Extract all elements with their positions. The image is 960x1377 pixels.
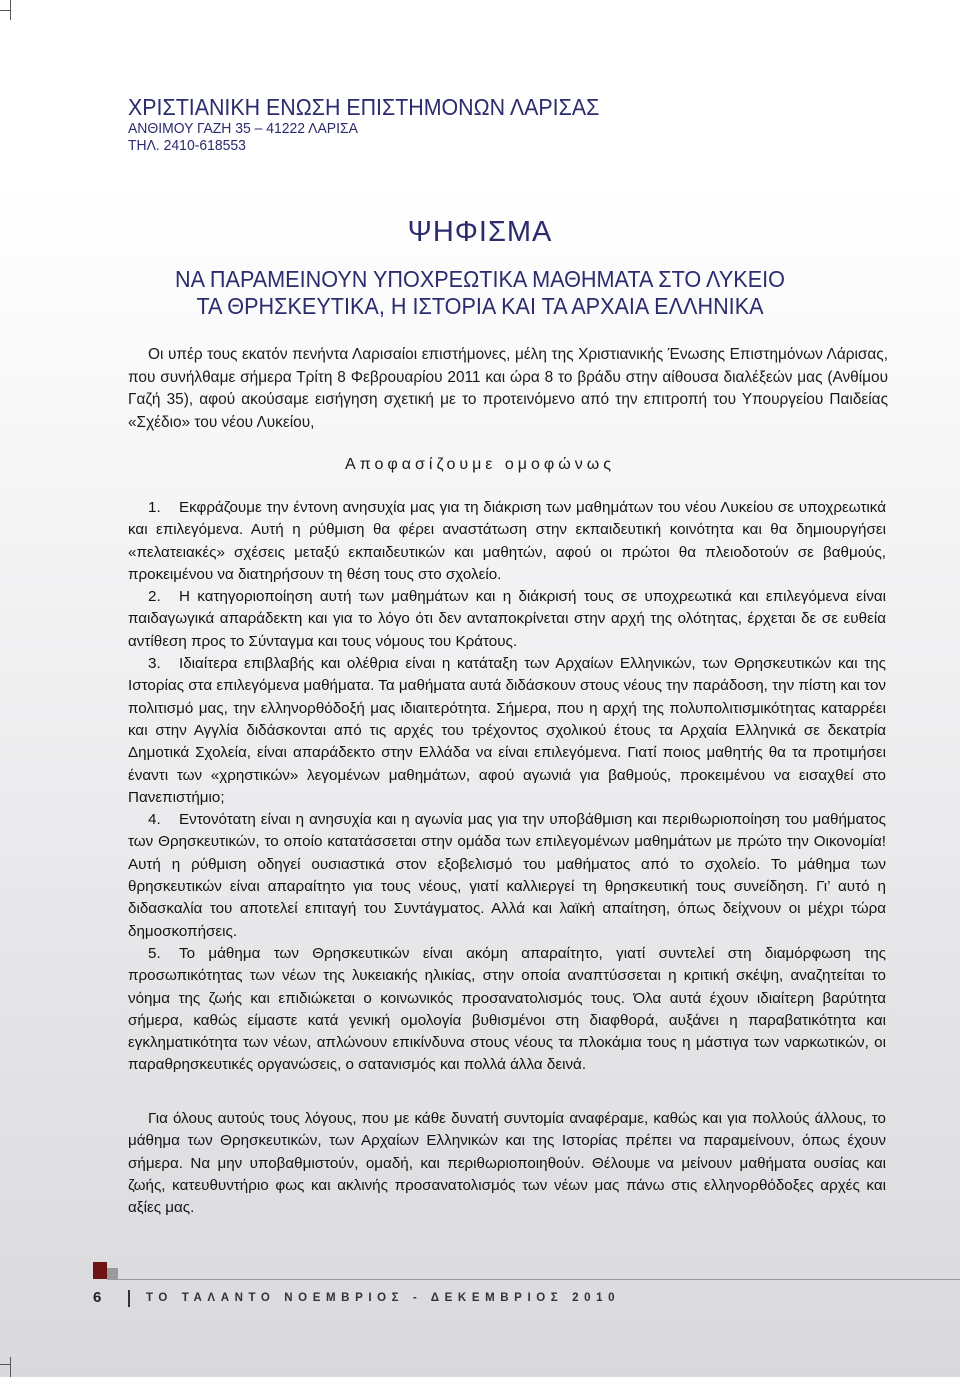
crop-mark <box>0 10 10 11</box>
crop-mark <box>10 0 11 20</box>
point-number: 5. <box>148 944 161 962</box>
point-number: 1. <box>148 499 161 516</box>
organization-address: ΑΝΘΙΜΟΥ ΓΑΖΗ 35 – 41222 ΛΑΡΙΣΑ <box>128 120 358 137</box>
point-text: Εκφράζουμε την έντονη ανησυχία μας για τη διάκριση των μαθημάτων του νέου Λυκείου σε υποχρεωτικά και επιλεγόμενα. Αυτή η ρύθμιση θα φέρει αναστάτωση στην εκπαιδευτική κοινότητα και θα δημιουργήσει «πελατειακές» σχέσεις μεταξύ εκπαιδευτικών και μαθητών, αφού οι πρώτοι θα πλειοδοτούν σε βαθμούς, προκειμένου να διατηρήσουν τη θέση τους στο σχολείο. <box>128 499 886 583</box>
organization-header <box>128 96 748 153</box>
resolution-points <box>128 497 886 1077</box>
resolution-point <box>128 943 886 1077</box>
intro-text: Οι υπέρ τους εκατόν πενήντα Λαρισαίοι επιστήμονες, μέλη της Χριστιανικής Ένωσης Επιστημόνων Λάρισας, που συνήλθαμε σήμερα Τρίτη 8 Φεβρουαρίου 2011 και ώρα 8 το βράδυ στην αίθουσα διαλέξεών μας (Ανθίμου Γαζή 35), αφού ακούσαμε εισήγηση σχετική με το προτεινόμενο από την επιτροπή του Υπουργείου Παιδείας «Σχέδιο» του νέου Λυκείου, <box>128 346 888 431</box>
subtitle-line-1: ΝΑ ΠΑΡΑΜΕΙΝΟΥΝ ΥΠΟΧΡΕΩΤΙΚΑ ΜΑΘΗΜΑΤΑ ΣΤΟ ΛΥΚΕΙΟ <box>175 266 785 292</box>
footer-divider <box>128 1290 130 1307</box>
resolution-point <box>128 653 886 809</box>
point-text: Η κατηγοριοποίηση αυτή των μαθημάτων και η διάκρισή τους σε υποχρεωτικά και επιλεγόμενα είναι παιδαγωγικά απαράδεκτη και για το λόγο ότι δεν ανταποκρίνεται στην αρχή της ολότητας, έρχεται δε σε ευθεία αντίθεση προς το Σύνταγμα και τους νόμους του Κράτους. <box>128 588 886 650</box>
footer-red-square <box>93 1262 107 1279</box>
page-number: 6 <box>93 1289 102 1306</box>
resolution-point <box>128 497 886 586</box>
running-title: ΤΟ ΤΑΛΑΝΤΟ ΝΟΕΜΒΡΙΟΣ - ΔΕΚΕΜΒΡΙΟΣ 2010 <box>146 1292 621 1304</box>
point-number: 4. <box>148 811 161 829</box>
organization-phone: ΤΗΛ. 2410-618553 <box>128 137 246 154</box>
point-number: 3. <box>148 655 161 673</box>
document-type-title: ΨΗΦΙΣΜΑ <box>407 216 553 248</box>
resolution-point <box>128 809 886 943</box>
resolution-point <box>128 586 886 653</box>
closing-paragraph <box>128 1108 886 1219</box>
point-text: Ιδιαίτερα επιβλαβής και ολέθρια είναι η κατάταξη των Αρχαίων Ελληνικών, των Θρησκευτικών και της Ιστορίας στα επιλεγόμενα μαθήματα. Τα μαθήματα αυτά διδάσκουν στους νέους την παράδοση, την πίστη και τον πολιτισμό μας, την ελληνορθόδοξή μας ιδιαιτερότητα. Σήμερα, που η αρχή της πολυπολιτισμικότητας καταρρέει και στην Αγγλία διδάσκονται από τις αρχές του τρέχοντος σχολικού έτους τα Αρχαία Ελληνικά σε δεκατρία Δημοτικά Σχολεία, είναι απαράδεκτο στην Ελλάδα να είναι επιλεγόμενα. Γιατί ποιος μαθητής θα τα προτιμήσει έναντι των «χρηστικών» λεγομένων μαθημάτων, αφού αγωνιά για βαθμούς, προκειμένου να εισαχθεί στο Πανεπιστήμιο; <box>128 655 886 806</box>
intro-paragraph <box>128 344 888 434</box>
organization-name: ΧΡΙΣΤΙΑΝΙΚΗ ΕΝΩΣΗ ΕΠΙΣΤΗΜΟΝΩΝ ΛΑΡΙΣΑΣ <box>128 94 600 120</box>
point-text: Το μάθημα των Θρησκευτικών είναι ακόμη απαραίτητο, γιατί συντελεί στη διαμόρφωση της προσωπικότητας των νέων της λυκειακής ηλικίας, στην οποία αναπτύσσεται η κριτική σκέψη, αναζητείται το νόημα της ζωής και επιδιώκεται ο κοινωνικός προσανατολισμός τους. Όλα αυτά έχουν ιδιαίτερη βαρύτητα σήμερα, καθώς είμαστε κατά γενική ομολογία βυθισμένοι στη διαφθορά, αυξάνει η παραβατικότητα και εγκληματικότητα των νέων, απλώνουν επικίνδυνα στους νέους τα πλοκάμια τους η μάστιγα των ναρκωτικών, οι παραθρησκευτικές οργανώσεις, ο σατανισμός και πολλά άλλα δεινά. <box>128 944 886 1074</box>
closing-text: Για όλους αυτούς τους λόγους, που με κάθε δυνατή συντομία αναφέραμε, καθώς και για πολλούς άλλους, το μάθημα των Θρησκευτικών, των Αρχαίων Ελληνικών και της Ιστορίας πρέπει να παραμείνουν, όπως έχουν σήμερα. Να μην υποβαθμιστούν, ομαδή, και περιθωριοποιηθούν. Θέλουμε να μείνουν μαθήματα ουσίας και ζωής, κατευθυντήριο φως και ακλινής προσανατολισμός των νέων μας πάνω στις ελληνορθόδοξες αρχές και αξίες μας. <box>128 1110 886 1217</box>
crop-mark <box>10 1357 11 1377</box>
point-text: Εντονότατη είναι η ανησυχία και η αγωνία μας για την υποβάθμιση και περιθωριοποίηση του μαθήματος των Θρησκευτικών, το οποίο κατατάσσεται στην ομάδα των επιλεγομένων μαθημάτων με πρώτο την Οικονομία! Αυτή η ρύθμιση οδηγεί ουσιαστικά στον εξοβελισμό του μαθήματος από το σχολείο. Το μάθημα των θρησκευτικών είναι απαραίτητο για τους νέους, γιατί καλλιεργεί τη θρησκευτική τους συνείδηση. Γι’ αυτό η διδασκαλία του αποτελεί επιταγή του Συντάγματος. Αλλά και λαϊκή απαίτηση, όπως δείχνουν οι μέχρι τώρα δημοσκοπήσεις. <box>128 811 886 940</box>
document-subtitle <box>0 266 960 320</box>
crop-mark <box>0 1364 10 1365</box>
point-number: 2. <box>148 588 161 606</box>
decision-heading: Αποφασίζουμε ομοφώνως <box>345 456 615 473</box>
subtitle-line-2: ΤΑ ΘΡΗΣΚΕΥΤΙΚΑ, Η ΙΣΤΟΡΙΑ ΚΑΙ ΤΑ ΑΡΧΑΙΑ ΕΛΛΗΝΙΚΑ <box>196 293 764 319</box>
footer-gray-square <box>107 1268 118 1279</box>
footer-rule <box>107 1279 960 1280</box>
